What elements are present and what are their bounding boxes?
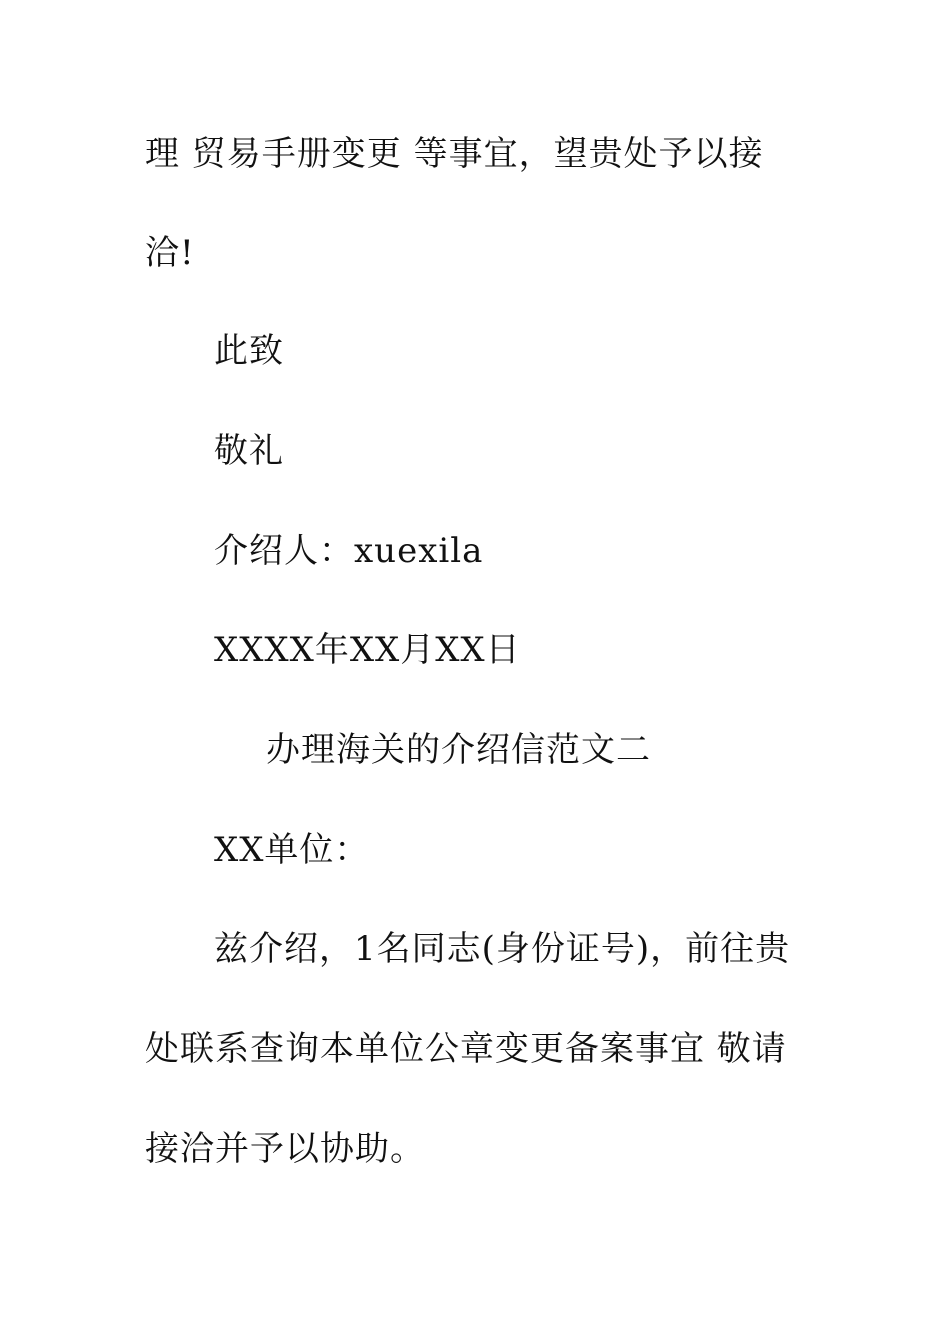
- date-line: XXXX年XX月XX日: [214, 630, 521, 670]
- body-text-line: 理 贸易手册变更 等事宜，望贵处予以接: [145, 134, 764, 174]
- introducer-line: 介绍人：xuexila: [214, 531, 484, 571]
- body-text-line: 接洽并予以协助。: [145, 1129, 425, 1169]
- body-text-line: 处联系查询本单位公章变更备案事宜 敬请: [145, 1029, 787, 1069]
- section-heading: 办理海关的介绍信范文二: [266, 730, 651, 770]
- closing-regards: 敬礼: [214, 431, 284, 471]
- body-text-line: 洽!: [145, 233, 195, 273]
- body-text-line: 兹介绍，1名同志(身份证号)，前往贵: [214, 929, 791, 969]
- closing-salutation: 此致: [214, 331, 284, 371]
- recipient-line: XX单位：: [214, 830, 370, 870]
